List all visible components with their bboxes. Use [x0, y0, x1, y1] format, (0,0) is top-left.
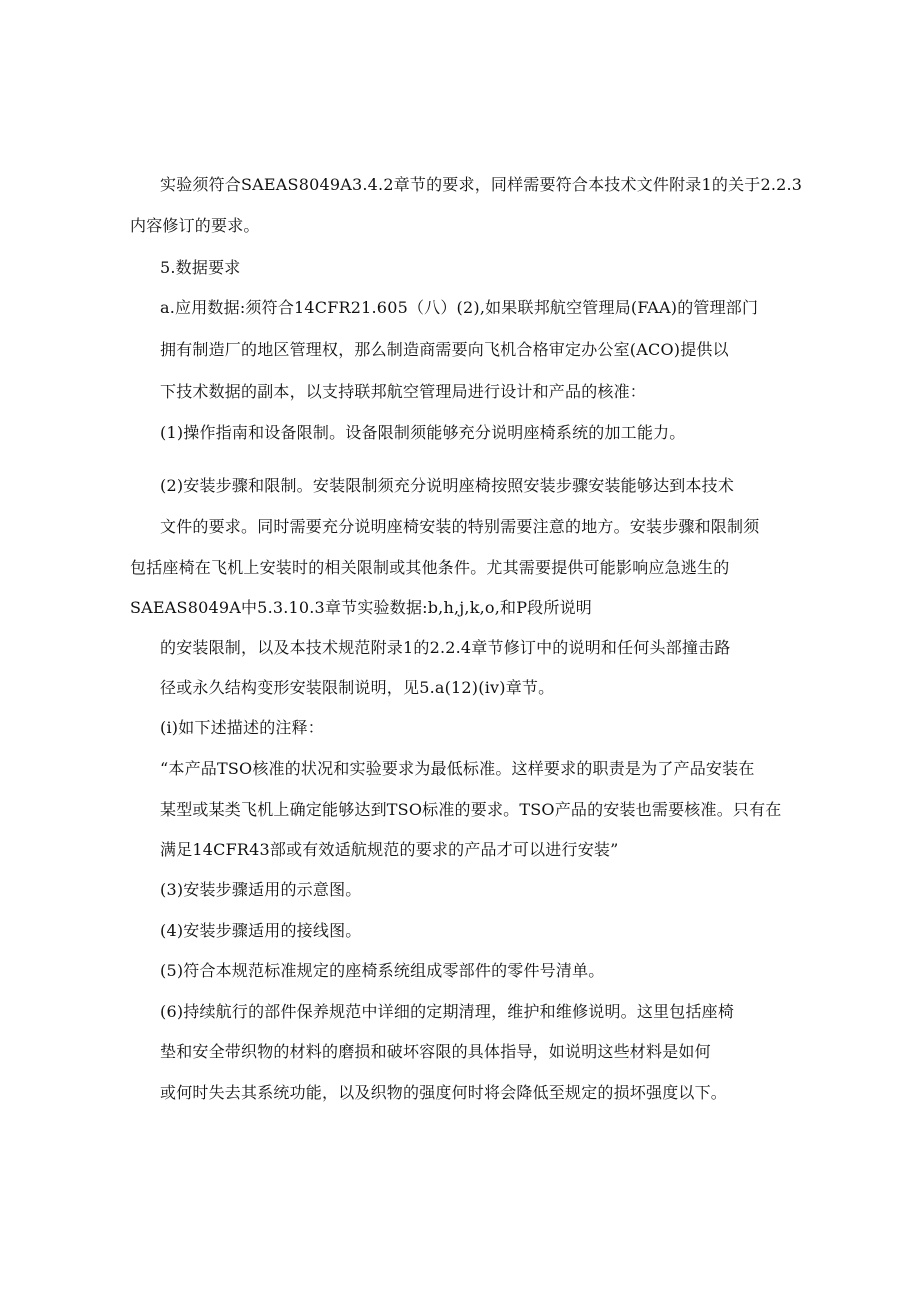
paragraph-line: 下技术数据的副本，以支持联邦航空管理局进行设计和产品的核准：: [160, 382, 647, 401]
paragraph-line: 垫和安全带织物的材料的磨损和破坏容限的具体指导，如说明这些材料是如何: [160, 1042, 711, 1061]
paragraph-line: a.应用数据:须符合14CFR21.605（八）(2),如果联邦航空管理局(FAA)的管理部门: [160, 298, 759, 317]
paragraph-line: SAEAS8049A中5.3.10.3章节实验数据:b,h,j,k,o,和P段所说明: [130, 598, 592, 617]
quote-line: 某型或某类飞机上确定能够达到TSO标准的要求。TSO产品的安装也需要核准。只有在: [160, 800, 782, 819]
list-item-5: (5)符合本规范标准规定的座椅系统组成零部件的零件号清单。: [160, 961, 605, 980]
quote-line: “本产品TSO核准的状况和实验要求为最低标准。这样要求的职责是为了产品安装在: [160, 759, 755, 778]
paragraph-line: 拥有制造厂的地区管理权，那么制造商需要向飞机合格审定办公室(ACO)提供以: [160, 340, 729, 359]
list-item-1: (1)操作指南和设备限制。设备限制须能够充分说明座椅系统的加工能力。: [160, 423, 686, 442]
paragraph-line: 或何时失去其系统功能，以及织物的强度何时将会降低至规定的损坏强度以下。: [160, 1083, 728, 1102]
paragraph-line: 径或永久结构变形安装限制说明，见5.a(12)(iv)章节。: [160, 678, 555, 697]
list-item-3: (3)安装步骤适用的示意图。: [160, 880, 362, 899]
paragraph-line: 的安装限制，以及本技术规范附录1的2.2.4章节修订中的说明和任何头部撞击路: [160, 638, 731, 657]
list-item-4: (4)安装步骤适用的接线图。: [160, 921, 362, 940]
paragraph-line: 文件的要求。同时需要充分说明座椅安装的特别需要注意的地方。安装步骤和限制须: [160, 517, 760, 536]
list-item-6: (6)持续航行的部件保养规范中详细的定期清理，维护和维修说明。这里包括座椅: [160, 1002, 735, 1021]
quote-line: 满足14CFR43部或有效适航规范的要求的产品才可以进行安装”: [160, 840, 619, 859]
list-item-2: (2)安装步骤和限制。安装限制须充分说明座椅按照安装步骤安装能够达到本技术: [160, 476, 735, 495]
section-heading: 5.数据要求: [160, 258, 241, 277]
paragraph-line: 内容修订的要求。: [130, 216, 260, 235]
note-heading: (i)如下述描述的注释：: [160, 718, 325, 737]
paragraph-line: 包括座椅在飞机上安装时的相关限制或其他条件。尤其需要提供可能影响应急逃生的: [130, 558, 730, 577]
paragraph-line: 实验须符合SAEAS8049A3.4.2章节的要求，同样需要符合本技术文件附录1的关于2.2.3: [160, 175, 803, 194]
